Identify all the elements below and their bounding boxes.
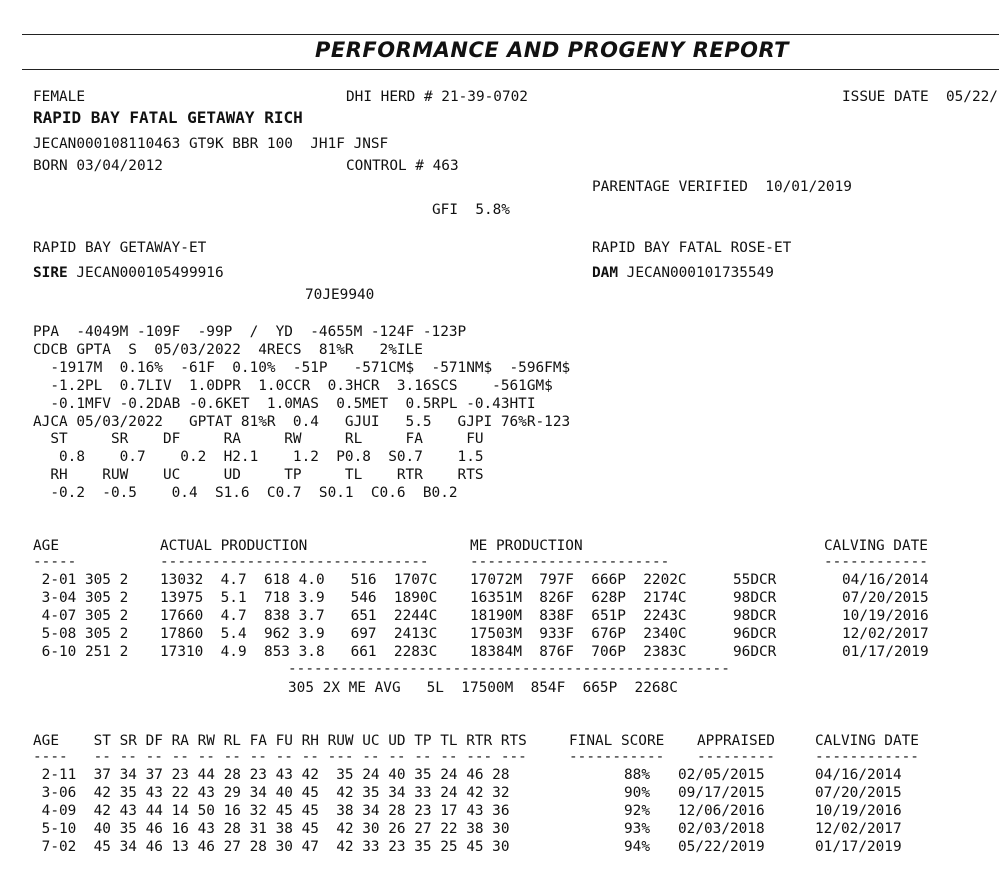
sire-id-line [33, 264, 224, 282]
table-row-appraised: 02/03/2018 [678, 821, 765, 837]
sex-label: FEMALE [33, 89, 85, 105]
table-row-calving: 04/16/2014 [815, 767, 902, 783]
control-number: CONTROL # 463 [346, 158, 459, 174]
table-row-me: 18384M 876F 706P 2383C [470, 644, 687, 660]
table-row-me: 16351M 826F 628P 2174C [470, 590, 687, 606]
final-score-underline: ----------- [569, 749, 665, 765]
table-row-actual: 13032 4.7 618 4.0 516 1707C [160, 572, 438, 588]
trait-header-1: ST SR DF RA RW RL FA FU [33, 431, 484, 447]
dam-id-line [592, 264, 774, 282]
table-row-calving: 10/19/2016 [842, 608, 929, 624]
title-rule [22, 69, 999, 70]
table-row-traits: 4-09 42 43 44 14 50 16 32 45 45 38 34 28 23 17 43 36 [33, 803, 510, 819]
top-rule [22, 34, 999, 35]
cdcb-row-3: -0.1MFV -0.2DAB -0.6KET 1.0MAS 0.5MET 0.5RPL -0.43HTI [33, 396, 536, 412]
final-score-header: FINAL SCORE [569, 733, 665, 749]
sire-id: JECAN000105499916 [67, 265, 224, 281]
sire-label: SIRE [33, 265, 68, 281]
classification-calving-header: CALVING DATE [815, 733, 919, 749]
table-row-calving: 12/02/2017 [842, 626, 929, 642]
dam-label: DAM [592, 265, 618, 281]
table-row-calving: 04/16/2014 [842, 572, 929, 588]
table-row-traits: 7-02 45 34 46 13 46 27 28 30 47 42 33 23 35 25 45 30 [33, 839, 510, 855]
classification-underline: ---- -- -- -- -- -- -- -- -- -- --- -- -- -- -- --- --- [33, 749, 527, 765]
report-title: PERFORMANCE AND PROGENY REPORT [314, 38, 790, 62]
table-row-appraised: 09/17/2015 [678, 785, 765, 801]
birth-date: BORN 03/04/2012 [33, 158, 163, 174]
table-row-traits: 2-11 37 34 37 23 44 28 23 43 42 35 24 40 35 24 46 28 [33, 767, 510, 783]
table-row-age: 5-08 305 2 [33, 626, 129, 642]
table-row-age: 3-04 305 2 [33, 590, 129, 606]
classification-header: AGE ST SR DF RA RW RL FA FU RH RUW UC UD TP TL RTR RTS [33, 733, 527, 749]
actual-production-underline: ------------------------------- [160, 554, 429, 570]
naab-code: 70JE9940 [305, 287, 375, 303]
trait-values-2: -0.2 -0.5 0.4 S1.6 C0.7 S0.1 C0.6 B0.2 [33, 485, 458, 501]
table-row-appraised: 02/05/2015 [678, 767, 765, 783]
table-row-age: 4-07 305 2 [33, 608, 129, 624]
issue-date: ISSUE DATE 05/22/ [842, 89, 998, 105]
table-row-calving: 07/20/2015 [842, 590, 929, 606]
cdcb-line: CDCB GPTA S 05/03/2022 4RECS 81%R 2%ILE [33, 342, 423, 358]
table-row-calving: 01/17/2019 [815, 839, 902, 855]
calving-date-underline: ------------ [824, 554, 928, 570]
dam-name: RAPID BAY FATAL ROSE-ET [592, 240, 792, 256]
table-row-score: 92% [624, 803, 650, 819]
table-row-me: 17503M 933F 676P 2340C [470, 626, 687, 642]
table-row-calving: 07/20/2015 [815, 785, 902, 801]
me-production-underline: ----------------------- [470, 554, 670, 570]
appraised-header: APPRAISED [697, 733, 775, 749]
table-row-dcr: 98DCR [733, 590, 777, 606]
table-row-score: 88% [624, 767, 650, 783]
table-row-me: 17072M 797F 666P 2202C [470, 572, 687, 588]
table-row-age: 6-10 251 2 [33, 644, 129, 660]
table-row-actual: 13975 5.1 718 3.9 546 1890C [160, 590, 438, 606]
appraised-underline: --------- [697, 749, 775, 765]
table-row-score: 90% [624, 785, 650, 801]
table-row-calving: 01/17/2019 [842, 644, 929, 660]
table-row-actual: 17860 5.4 962 3.9 697 2413C [160, 626, 438, 642]
average-rule: --------------------------------------------------- [288, 661, 730, 677]
registration-id: JECAN000108110463 GT9K BBR 100 JH1F JNSF [33, 136, 389, 152]
actual-production-header: ACTUAL PRODUCTION [160, 538, 308, 554]
production-age-header: AGE [33, 538, 59, 554]
table-row-score: 93% [624, 821, 650, 837]
table-row-appraised: 12/06/2016 [678, 803, 765, 819]
table-row-score: 94% [624, 839, 650, 855]
table-row-age: 2-01 305 2 [33, 572, 129, 588]
calving-date-header: CALVING DATE [824, 538, 928, 554]
me-production-header: ME PRODUCTION [470, 538, 583, 554]
production-age-underline: ----- [33, 554, 77, 570]
table-row-traits: 3-06 42 35 43 22 43 29 34 40 45 42 35 34 33 24 42 32 [33, 785, 510, 801]
table-row-me: 18190M 838F 651P 2243C [470, 608, 687, 624]
cdcb-row-2: -1.2PL 0.7LIV 1.0DPR 1.0CCR 0.3HCR 3.16SCS -561GM$ [33, 378, 553, 394]
trait-values-1: 0.8 0.7 0.2 H2.1 1.2 P0.8 S0.7 1.5 [33, 449, 484, 465]
herd-number: DHI HERD # 21-39-0702 [346, 89, 528, 105]
parentage-verified: PARENTAGE VERIFIED 10/01/2019 [592, 179, 852, 195]
table-row-calving: 12/02/2017 [815, 821, 902, 837]
trait-header-2: RH RUW UC UD TP TL RTR RTS [33, 467, 484, 483]
ajca-line: AJCA 05/03/2022 GPTAT 81%R 0.4 GJUI 5.5 GJPI 76%R-123 [33, 414, 571, 430]
table-row-dcr: 96DCR [733, 644, 777, 660]
table-row-actual: 17660 4.7 838 3.7 651 2244C [160, 608, 438, 624]
animal-name: RAPID BAY FATAL GETAWAY RICH [33, 108, 303, 127]
table-row-dcr: 98DCR [733, 608, 777, 624]
gfi-value: GFI 5.8% [432, 202, 510, 218]
table-row-appraised: 05/22/2019 [678, 839, 765, 855]
table-row-dcr: 96DCR [733, 626, 777, 642]
classification-calving-underline: ------------ [815, 749, 919, 765]
ppa-line: PPA -4049M -109F -99P / YD -4655M -124F -123P [33, 324, 467, 340]
table-row-calving: 10/19/2016 [815, 803, 902, 819]
cdcb-row-1: -1917M 0.16% -61F 0.10% -51P -571CM$ -571NM$ -596FM$ [33, 360, 571, 376]
table-row-dcr: 55DCR [733, 572, 777, 588]
table-row-actual: 17310 4.9 853 3.8 661 2283C [160, 644, 438, 660]
sire-name: RAPID BAY GETAWAY-ET [33, 240, 207, 256]
me-average-line: 305 2X ME AVG 5L 17500M 854F 665P 2268C [288, 680, 678, 696]
table-row-traits: 5-10 40 35 46 16 43 28 31 38 45 42 30 26 27 22 38 30 [33, 821, 510, 837]
dam-id: JECAN000101735549 [618, 265, 774, 281]
